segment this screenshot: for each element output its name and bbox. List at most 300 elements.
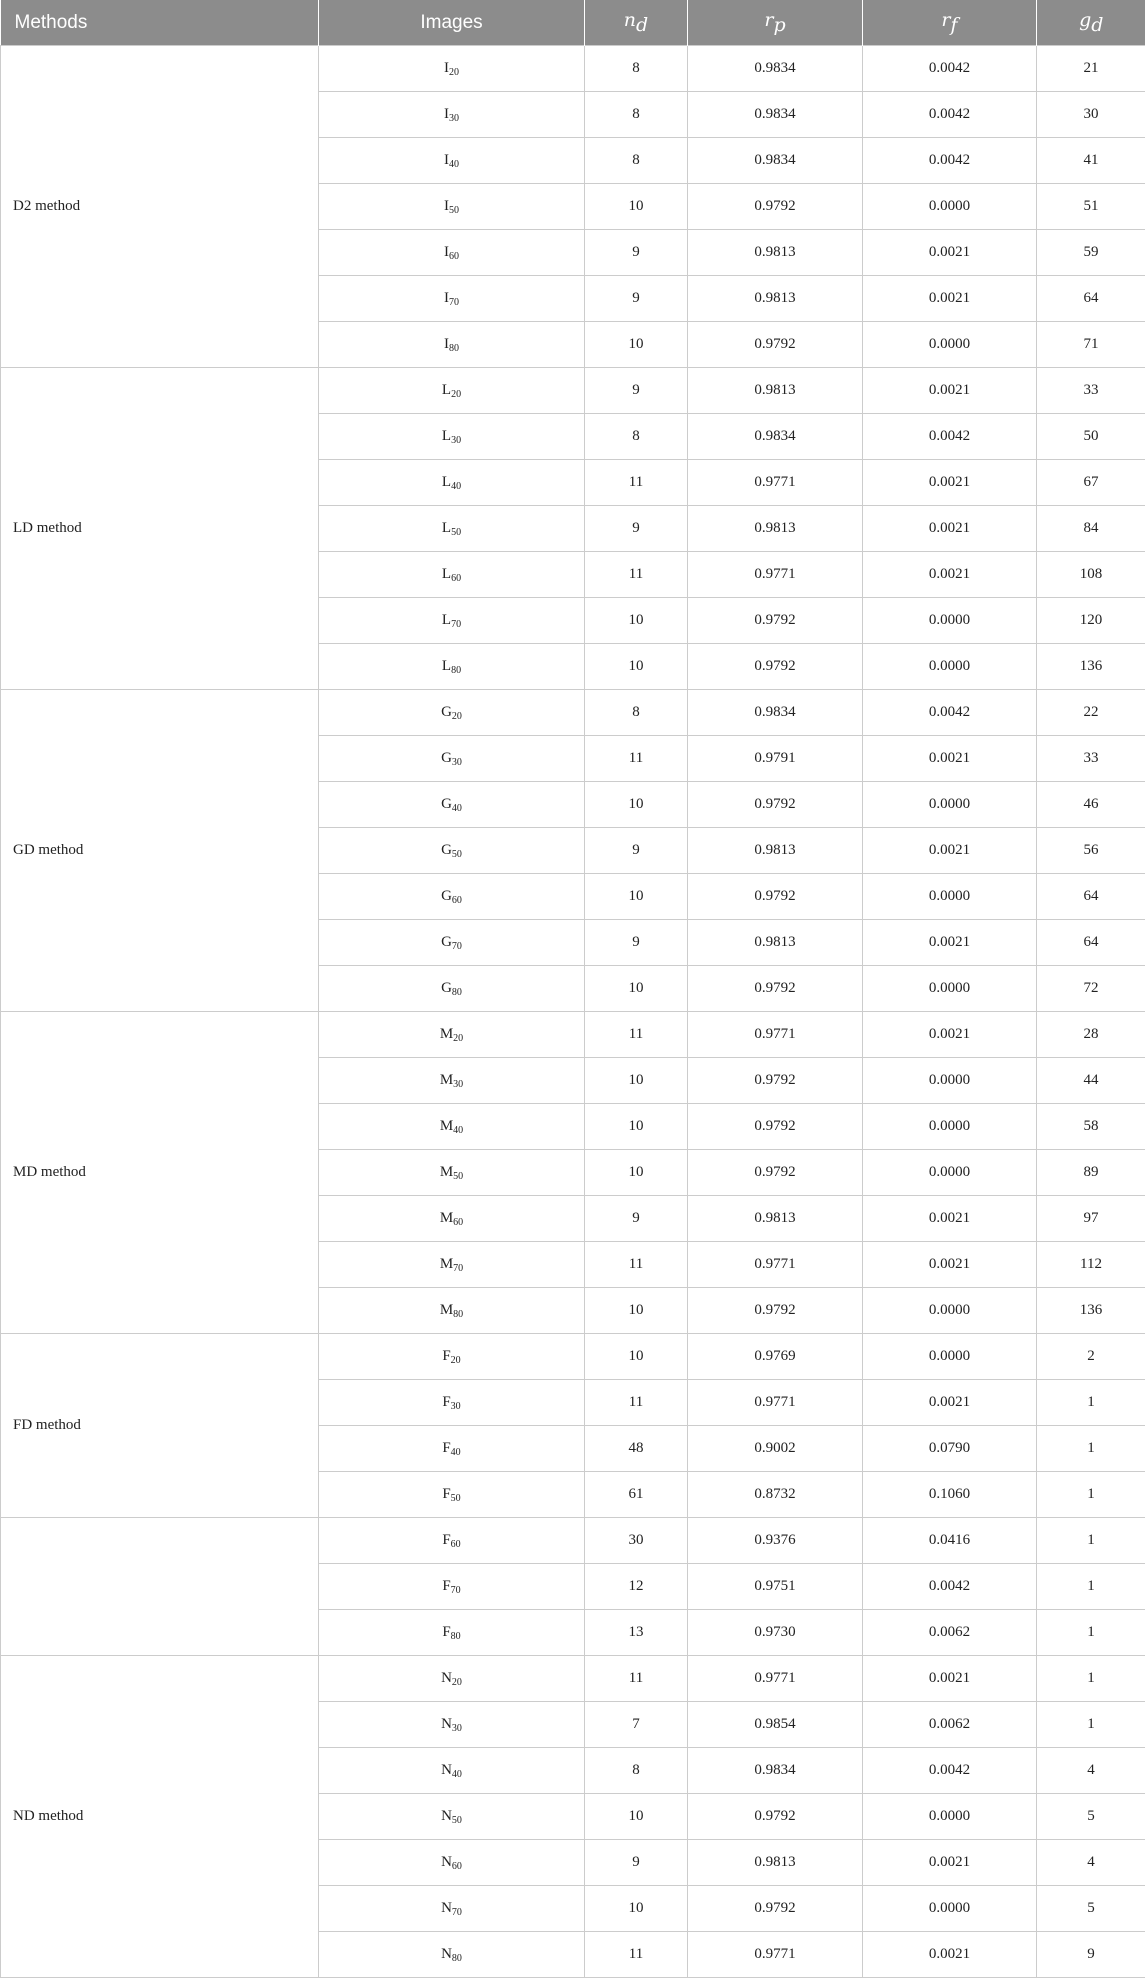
rp-cell: 0.9834 [688, 92, 863, 138]
rp-cell: 0.9834 [688, 46, 863, 92]
image-subscript: 50 [451, 527, 461, 538]
image-letter: F [442, 1532, 450, 1548]
method-cell: GD method [1, 690, 319, 1012]
nd-cell: 10 [585, 322, 688, 368]
nd-cell: 9 [585, 368, 688, 414]
rp-cell: 0.9771 [688, 1380, 863, 1426]
nd-cell: 11 [585, 736, 688, 782]
image-letter: I [444, 152, 449, 168]
gd-cell: 46 [1037, 782, 1145, 828]
image-cell [319, 1610, 585, 1656]
image-cell [319, 1472, 585, 1518]
rf-cell: 0.0062 [863, 1610, 1037, 1656]
image-cell [319, 1518, 585, 1564]
image-subscript: 50 [452, 849, 462, 860]
image-letter: L [442, 566, 451, 582]
image-subscript: 20 [452, 711, 462, 722]
header-nd: $n_d$ [585, 0, 688, 46]
image-subscript: 40 [452, 803, 462, 814]
nd-cell: 9 [585, 1196, 688, 1242]
nd-cell: 8 [585, 414, 688, 460]
rp-cell: 0.9813 [688, 828, 863, 874]
image-letter: I [444, 244, 449, 260]
image-subscript: 30 [452, 757, 462, 768]
gd-cell: 1 [1037, 1610, 1145, 1656]
rp-cell: 0.9791 [688, 736, 863, 782]
rf-cell: 0.0021 [863, 920, 1037, 966]
header-methods: Methods [1, 0, 319, 46]
rf-cell: 0.0416 [863, 1518, 1037, 1564]
rp-cell: 0.9813 [688, 1840, 863, 1886]
nd-cell: 10 [585, 1058, 688, 1104]
rf-cell: 0.0000 [863, 644, 1037, 690]
nd-cell: 8 [585, 46, 688, 92]
image-cell [319, 46, 585, 92]
gd-cell: 58 [1037, 1104, 1145, 1150]
rp-cell: 0.9792 [688, 598, 863, 644]
rp-cell: 0.9792 [688, 1150, 863, 1196]
image-letter: M [440, 1118, 453, 1134]
rf-cell: 0.0021 [863, 1380, 1037, 1426]
image-subscript: 40 [451, 481, 461, 492]
image-letter: N [441, 1716, 452, 1732]
gd-cell: 59 [1037, 230, 1145, 276]
nd-cell: 30 [585, 1518, 688, 1564]
image-subscript: 30 [453, 1079, 463, 1090]
image-subscript: 20 [449, 67, 459, 78]
rp-cell: 0.9376 [688, 1518, 863, 1564]
gd-cell: 44 [1037, 1058, 1145, 1104]
image-cell [319, 92, 585, 138]
rf-cell: 0.0021 [863, 1242, 1037, 1288]
nd-cell: 11 [585, 1380, 688, 1426]
nd-cell: 13 [585, 1610, 688, 1656]
image-subscript: 40 [451, 1447, 461, 1458]
nd-cell: 10 [585, 874, 688, 920]
image-cell [319, 920, 585, 966]
gd-cell: 41 [1037, 138, 1145, 184]
rf-cell: 0.1060 [863, 1472, 1037, 1518]
image-letter: M [440, 1256, 453, 1272]
image-cell [319, 598, 585, 644]
image-letter: G [441, 796, 452, 812]
rf-cell: 0.0790 [863, 1426, 1037, 1472]
image-letter: L [442, 382, 451, 398]
rp-cell: 0.9771 [688, 552, 863, 598]
nd-cell: 8 [585, 690, 688, 736]
nd-cell: 11 [585, 1932, 688, 1978]
image-cell [319, 1242, 585, 1288]
gd-cell: 1 [1037, 1518, 1145, 1564]
image-letter: M [440, 1026, 453, 1042]
gd-cell: 112 [1037, 1242, 1145, 1288]
rp-cell: 0.9002 [688, 1426, 863, 1472]
header-gd: $g_d$ [1037, 0, 1145, 46]
image-subscript: 70 [452, 941, 462, 952]
image-letter: G [441, 888, 452, 904]
gd-cell: 120 [1037, 598, 1145, 644]
gd-cell: 97 [1037, 1196, 1145, 1242]
gd-cell: 50 [1037, 414, 1145, 460]
image-subscript: 70 [451, 619, 461, 630]
image-cell [319, 966, 585, 1012]
rf-cell: 0.0021 [863, 368, 1037, 414]
rf-cell: 0.0000 [863, 184, 1037, 230]
gd-cell: 1 [1037, 1426, 1145, 1472]
image-cell [319, 782, 585, 828]
rf-cell: 0.0000 [863, 1334, 1037, 1380]
rf-cell: 0.0000 [863, 966, 1037, 1012]
image-subscript: 70 [453, 1263, 463, 1274]
nd-cell: 10 [585, 966, 688, 1012]
gd-cell: 56 [1037, 828, 1145, 874]
rf-cell: 0.0000 [863, 782, 1037, 828]
image-cell [319, 1748, 585, 1794]
rp-cell: 0.9834 [688, 414, 863, 460]
gd-cell: 4 [1037, 1840, 1145, 1886]
image-letter: I [444, 290, 449, 306]
image-subscript: 60 [452, 1861, 462, 1872]
nd-cell: 11 [585, 1012, 688, 1058]
rf-cell: 0.0000 [863, 1058, 1037, 1104]
gd-cell: 1 [1037, 1564, 1145, 1610]
image-cell [319, 1104, 585, 1150]
gd-cell: 51 [1037, 184, 1145, 230]
rf-cell: 0.0042 [863, 138, 1037, 184]
table-row [1, 1334, 1145, 1380]
image-letter: G [441, 842, 452, 858]
rp-cell: 0.9813 [688, 920, 863, 966]
rf-cell: 0.0042 [863, 1564, 1037, 1610]
image-cell [319, 1334, 585, 1380]
rf-cell: 0.0021 [863, 1196, 1037, 1242]
rf-cell: 0.0042 [863, 690, 1037, 736]
table-row [1, 368, 1145, 414]
image-letter: F [442, 1348, 450, 1364]
image-letter: L [442, 520, 451, 536]
gd-cell: 64 [1037, 874, 1145, 920]
rf-cell: 0.0021 [863, 1932, 1037, 1978]
image-subscript: 20 [453, 1033, 463, 1044]
image-letter: G [441, 934, 452, 950]
nd-cell: 11 [585, 460, 688, 506]
nd-cell: 11 [585, 552, 688, 598]
image-letter: I [444, 106, 449, 122]
rp-cell: 0.9771 [688, 1932, 863, 1978]
nd-cell: 7 [585, 1702, 688, 1748]
image-letter: G [441, 980, 452, 996]
rp-cell: 0.9730 [688, 1610, 863, 1656]
method-cell: MD method [1, 1012, 319, 1334]
image-subscript: 30 [451, 1401, 461, 1412]
image-subscript: 80 [451, 1631, 461, 1642]
image-cell [319, 552, 585, 598]
rf-cell: 0.0021 [863, 506, 1037, 552]
image-cell [319, 138, 585, 184]
image-subscript: 40 [452, 1769, 462, 1780]
rf-cell: 0.0000 [863, 1150, 1037, 1196]
gd-cell: 1 [1037, 1656, 1145, 1702]
rp-cell: 0.9792 [688, 644, 863, 690]
rf-cell: 0.0021 [863, 1012, 1037, 1058]
image-cell [319, 368, 585, 414]
nd-cell: 9 [585, 920, 688, 966]
rp-cell: 0.8732 [688, 1472, 863, 1518]
image-subscript: 50 [449, 205, 459, 216]
rf-cell: 0.0000 [863, 322, 1037, 368]
nd-cell: 9 [585, 230, 688, 276]
rf-cell: 0.0000 [863, 1886, 1037, 1932]
gd-cell: 30 [1037, 92, 1145, 138]
gd-cell: 21 [1037, 46, 1145, 92]
rp-cell: 0.9751 [688, 1564, 863, 1610]
image-subscript: 80 [449, 343, 459, 354]
table-body [1, 46, 1145, 1978]
gd-cell: 136 [1037, 1288, 1145, 1334]
rp-cell: 0.9813 [688, 506, 863, 552]
rf-cell: 0.0021 [863, 276, 1037, 322]
header-rf: $r_f$ [863, 0, 1037, 46]
image-letter: G [441, 750, 452, 766]
gd-cell: 1 [1037, 1472, 1145, 1518]
image-cell [319, 1380, 585, 1426]
gd-cell: 64 [1037, 276, 1145, 322]
gd-cell: 64 [1037, 920, 1145, 966]
image-cell [319, 184, 585, 230]
image-subscript: 60 [451, 573, 461, 584]
gd-cell: 71 [1037, 322, 1145, 368]
rp-cell: 0.9834 [688, 690, 863, 736]
nd-cell: 8 [585, 138, 688, 184]
gd-cell: 28 [1037, 1012, 1145, 1058]
nd-cell: 9 [585, 1840, 688, 1886]
rp-cell: 0.9834 [688, 1748, 863, 1794]
image-subscript: 40 [453, 1125, 463, 1136]
rf-cell: 0.0021 [863, 460, 1037, 506]
image-subscript: 70 [452, 1907, 462, 1918]
image-letter: F [442, 1624, 450, 1640]
image-cell [319, 1886, 585, 1932]
image-cell [319, 322, 585, 368]
image-cell [319, 1058, 585, 1104]
image-cell [319, 1702, 585, 1748]
rf-cell: 0.0021 [863, 552, 1037, 598]
image-cell [319, 690, 585, 736]
nd-cell: 10 [585, 782, 688, 828]
header-rp: $r_p$ [688, 0, 863, 46]
rf-cell: 0.0000 [863, 1288, 1037, 1334]
table-row [1, 690, 1145, 736]
image-subscript: 40 [449, 159, 459, 170]
nd-cell: 8 [585, 92, 688, 138]
image-letter: M [440, 1072, 453, 1088]
image-letter: N [441, 1854, 452, 1870]
nd-cell: 10 [585, 1334, 688, 1380]
image-cell [319, 1840, 585, 1886]
rp-cell: 0.9771 [688, 1012, 863, 1058]
rp-cell: 0.9792 [688, 1794, 863, 1840]
gd-cell: 84 [1037, 506, 1145, 552]
header-images: Images [319, 0, 585, 46]
image-letter: M [440, 1210, 453, 1226]
image-cell [319, 276, 585, 322]
image-letter: M [440, 1302, 453, 1318]
image-cell [319, 1012, 585, 1058]
rf-cell: 0.0042 [863, 46, 1037, 92]
image-cell [319, 1932, 585, 1978]
image-subscript: 80 [453, 1309, 463, 1320]
image-letter: N [441, 1808, 452, 1824]
table-header [1, 0, 1145, 46]
gd-cell: 22 [1037, 690, 1145, 736]
image-letter: N [441, 1900, 452, 1916]
image-subscript: 30 [452, 1723, 462, 1734]
nd-cell: 11 [585, 1242, 688, 1288]
image-letter: L [442, 658, 451, 674]
rp-cell: 0.9792 [688, 782, 863, 828]
image-letter: I [444, 60, 449, 76]
nd-cell: 10 [585, 1150, 688, 1196]
image-cell [319, 1794, 585, 1840]
nd-cell: 12 [585, 1564, 688, 1610]
image-subscript: 80 [452, 1953, 462, 1964]
image-letter: F [442, 1394, 450, 1410]
rp-cell: 0.9813 [688, 230, 863, 276]
rf-cell: 0.0000 [863, 1104, 1037, 1150]
image-cell [319, 506, 585, 552]
image-cell [319, 1426, 585, 1472]
image-cell [319, 828, 585, 874]
gd-cell: 33 [1037, 736, 1145, 782]
rp-cell: 0.9771 [688, 460, 863, 506]
rf-cell: 0.0000 [863, 598, 1037, 644]
gd-cell: 2 [1037, 1334, 1145, 1380]
nd-cell: 10 [585, 184, 688, 230]
nd-cell: 10 [585, 1886, 688, 1932]
image-subscript: 30 [449, 113, 459, 124]
image-subscript: 20 [451, 1355, 461, 1366]
image-cell [319, 644, 585, 690]
rp-cell: 0.9771 [688, 1656, 863, 1702]
image-cell [319, 1564, 585, 1610]
table-row [1, 1518, 1145, 1564]
header-row [1, 0, 1145, 46]
image-subscript: 60 [453, 1217, 463, 1228]
rp-cell: 0.9813 [688, 276, 863, 322]
nd-cell: 9 [585, 828, 688, 874]
rp-cell: 0.9769 [688, 1334, 863, 1380]
method-cell: LD method [1, 368, 319, 690]
rf-cell: 0.0021 [863, 1656, 1037, 1702]
table-row [1, 1656, 1145, 1702]
rp-cell: 0.9771 [688, 1242, 863, 1288]
gd-cell: 136 [1037, 644, 1145, 690]
image-subscript: 60 [449, 251, 459, 262]
gd-cell: 5 [1037, 1794, 1145, 1840]
image-subscript: 60 [451, 1539, 461, 1550]
image-cell [319, 874, 585, 920]
image-cell [319, 1196, 585, 1242]
image-letter: G [441, 704, 452, 720]
image-letter: I [444, 198, 449, 214]
nd-cell: 48 [585, 1426, 688, 1472]
image-subscript: 60 [452, 895, 462, 906]
nd-cell: 10 [585, 1104, 688, 1150]
table-row [1, 46, 1145, 92]
rp-cell: 0.9813 [688, 1196, 863, 1242]
image-letter: F [442, 1440, 450, 1456]
rf-cell: 0.0021 [863, 828, 1037, 874]
gd-cell: 5 [1037, 1886, 1145, 1932]
gd-cell: 89 [1037, 1150, 1145, 1196]
rf-cell: 0.0062 [863, 1702, 1037, 1748]
nd-cell: 10 [585, 644, 688, 690]
nd-cell: 11 [585, 1656, 688, 1702]
image-subscript: 50 [452, 1815, 462, 1826]
nd-cell: 61 [585, 1472, 688, 1518]
rf-cell: 0.0042 [863, 1748, 1037, 1794]
image-letter: L [442, 428, 451, 444]
gd-cell: 9 [1037, 1932, 1145, 1978]
nd-cell: 10 [585, 598, 688, 644]
rp-cell: 0.9792 [688, 184, 863, 230]
image-cell [319, 736, 585, 782]
image-subscript: 20 [451, 389, 461, 400]
nd-cell: 10 [585, 1794, 688, 1840]
image-cell [319, 1656, 585, 1702]
image-cell [319, 414, 585, 460]
nd-cell: 9 [585, 506, 688, 552]
rp-cell: 0.9792 [688, 966, 863, 1012]
gd-cell: 4 [1037, 1748, 1145, 1794]
image-letter: M [440, 1164, 453, 1180]
method-cell: FD method [1, 1334, 319, 1518]
image-letter: N [441, 1762, 452, 1778]
method-cell: D2 method [1, 46, 319, 368]
rp-cell: 0.9813 [688, 368, 863, 414]
image-subscript: 80 [452, 987, 462, 998]
rp-cell: 0.9792 [688, 1886, 863, 1932]
rf-cell: 0.0042 [863, 92, 1037, 138]
rp-cell: 0.9792 [688, 1288, 863, 1334]
rf-cell: 0.0021 [863, 736, 1037, 782]
image-letter: N [441, 1946, 452, 1962]
rp-cell: 0.9792 [688, 1058, 863, 1104]
nd-cell: 8 [585, 1748, 688, 1794]
method-cell [1, 1518, 319, 1656]
nd-cell: 10 [585, 1288, 688, 1334]
image-letter: F [442, 1578, 450, 1594]
rf-cell: 0.0000 [863, 874, 1037, 920]
rf-cell: 0.0021 [863, 1840, 1037, 1886]
image-subscript: 20 [452, 1677, 462, 1688]
gd-cell: 1 [1037, 1380, 1145, 1426]
rp-cell: 0.9792 [688, 1104, 863, 1150]
image-letter: F [442, 1486, 450, 1502]
image-cell [319, 1150, 585, 1196]
image-cell [319, 460, 585, 506]
gd-cell: 33 [1037, 368, 1145, 414]
gd-cell: 1 [1037, 1702, 1145, 1748]
image-subscript: 70 [451, 1585, 461, 1596]
image-cell [319, 230, 585, 276]
image-subscript: 50 [453, 1171, 463, 1182]
rf-cell: 0.0000 [863, 1794, 1037, 1840]
gd-cell: 108 [1037, 552, 1145, 598]
image-cell [319, 1288, 585, 1334]
image-letter: L [442, 612, 451, 628]
image-subscript: 30 [451, 435, 461, 446]
